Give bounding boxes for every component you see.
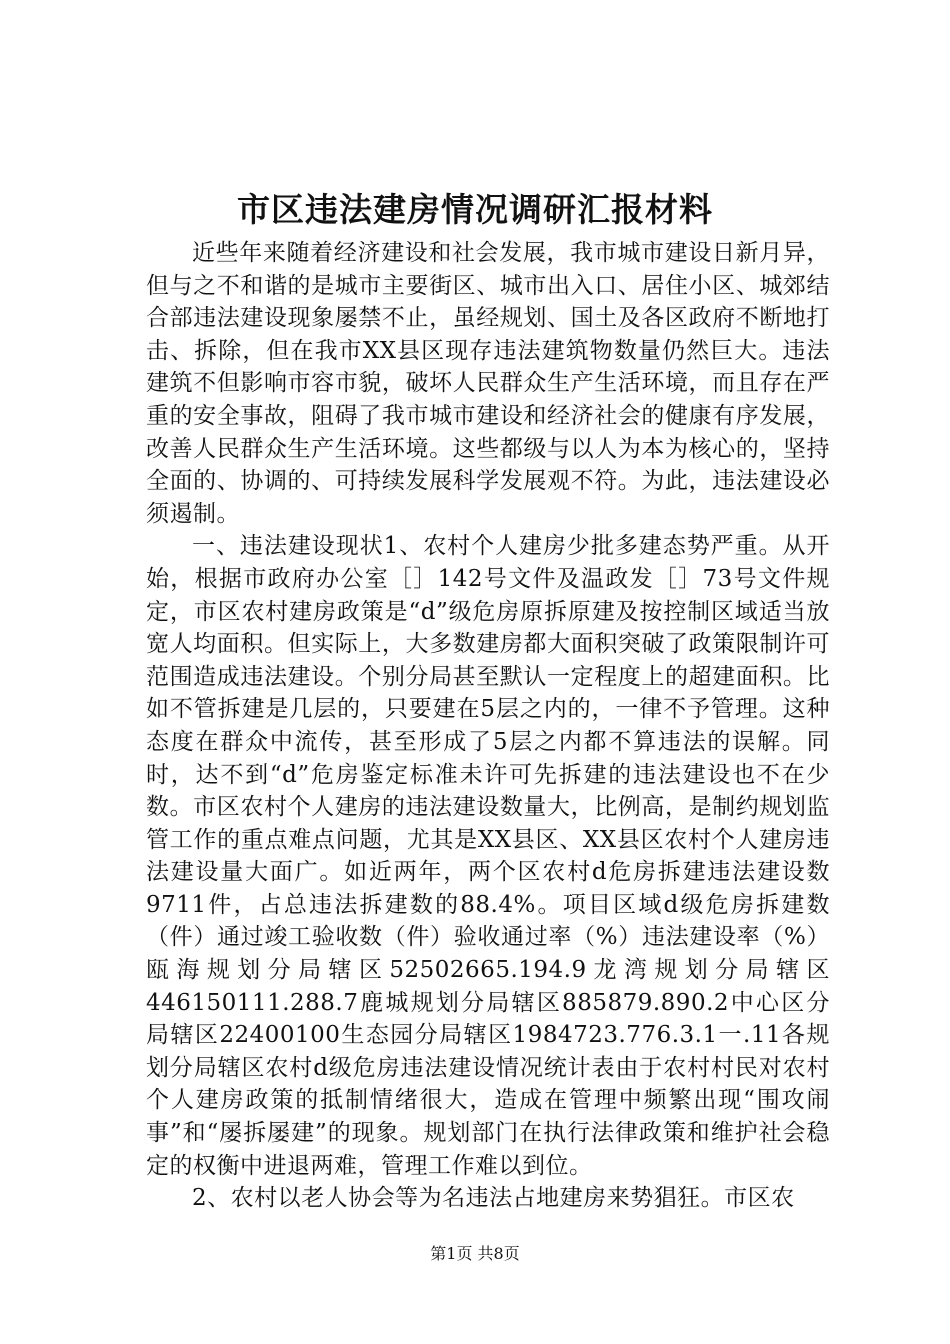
document-title: 市区违法建房情况调研汇报材料 [237,190,713,229]
paragraph-current-status: 一、违法建设现状1、农村个人建房少批多建态势严重。从开始，根据市政府办公室［］142号文件及温政发［］73号文件规定，市区农村建房政策是“d”级危房原拆原建及按控制区域适当放宽人均面积。但实际上，大多数建房都大面积突破了政策限制许可范围造成违法建设。个别分局甚至默认一定程度上的超建面积。比如不管拆建是几层的，只要建在5层之内的，一律不予管理。这种态度在群众中流传，甚至形成了5层之内都不算违法的误解。同时，达不到“d”危房鉴定标准未许可先拆建的违法建设也不在少数。市区农村个人建房的违法建设数量大，比例高，是制约规划监管工作的重点难点问题，尤其是XX县区、XX县区农村个人建房违法建设量大面广。如近两年，两个区农村d危房拆建违法建设数9711件，占总违法拆建数的88.4%。项目区域d级危房拆建数（件）通过竣工验收数（件）验收通过率（%）违法建设率（%）瓯海规划分局辖区52502665.194.9龙湾规划分局辖区446150111.288.7鹿城规划分局辖区885879.890.2中心区分局辖区22400100生态园分局辖区1984723.776.3.1一.11各规划分局辖区农村d级危房违法建设情况统计表由于农村村民对农村个人建房政策的抵制情绪很大，造成在管理中频繁出现“围攻闹事”和“屡拆屡建”的现象。规划部门在执行法律政策和维护社会稳定的权衡中进退两难，管理工作难以到位。 [146,533,830,1179]
document-body [146,237,830,1215]
paragraph-elderly-association: 2、农村以老人协会等为名违法占地建房来势猖狂。市区农 [192,1185,795,1212]
paragraph-intro: 近些年来随着经济建设和社会发展，我市城市建设日新月异，但与之不和谐的是城市主要街区、城市出入口、居住小区、城郊结合部违法建设现象屡禁不止，虽经规划、国土及各区政府不断地打击、拆除，但在我市XX县区现存违法建筑物数量仍然巨大。违法建筑不但影响市容市貌，破坏人民群众生产生活环境，而且存在严重的安全事故，阻碍了我市城市建设和经济社会的健康有序发展，改善人民群众生产生活环境。这些都级与以人为本为核心的，坚持全面的、协调的、可持续发展科学发展观不符。为此，违法建设必须遏制。 [146,240,830,527]
page-number-footer: 第1页 共8页 [430,1244,520,1263]
